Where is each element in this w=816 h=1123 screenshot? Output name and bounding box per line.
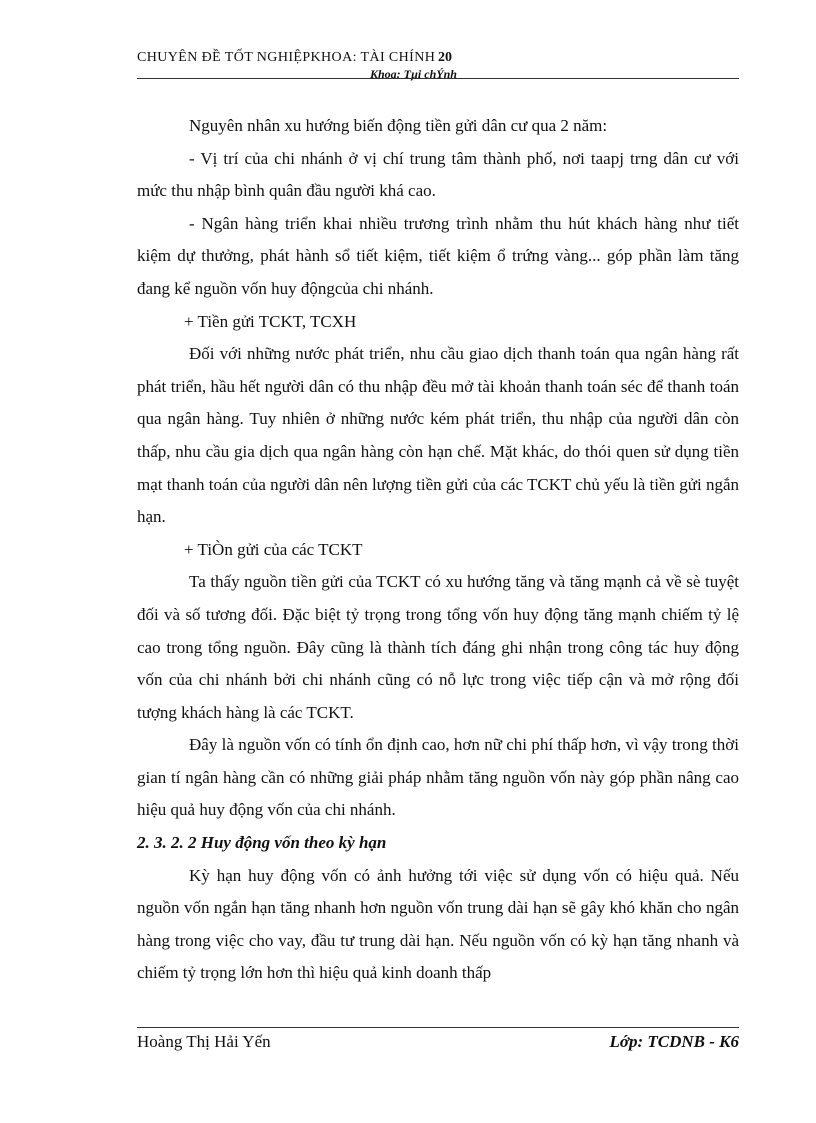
paragraph-term: Kỳ hạn huy động vốn có ảnh hưởng tới việc sử dụng vốn có hiệu quả. Nếu nguồn vốn ngắn hạn tăng nhanh hơn nguồn vốn trung dài hạn sẽ gây khó khăn cho ngân hàng trong việc cho vay, đầu tư trung dài hạn. Nếu nguồn vốn có kỳ hạn tăng nhanh và chiếm tỷ trọng lớn hơn thì hiệu quả kinh doanh thấp	[137, 865, 739, 983]
paragraph-tckt-growth: Ta thấy nguồn tiền gửi của TCKT có xu hướng tăng và tăng mạnh cả về sè tuyệt đối và số tương đối. Đặc biệt tỷ trọng trong tổng vốn huy động tăng mạnh chiếm tỷ lệ cao trong tổng nguồn. Đây cũng là thành tích đáng ghi nhận trong công tác huy động vốn của chi nhánh bởi chi nhánh cũng có nỗ lực trong việc tiếp cận và mở rộng đối tượng khách hàng là các TCKT.	[137, 572, 739, 722]
page-number: 20	[438, 50, 452, 65]
subheading-tckt-deposits: + TiÒn gửi của các TCKT	[184, 539, 363, 559]
paragraph-reasons-intro: Nguyên nhân xu hướng biến động tiền gửi dân cư qua 2 năm:	[189, 116, 608, 135]
paragraph-location: - Vị trí của chi nhánh ở vị chí trung tâm thành phố, nơi taapj trng dân cư với mức thu nhập bình quân đầu người khá cao.	[137, 148, 739, 201]
paragraph-stable-capital: Đây là nguồn vốn có tính ổn định cao, hơn nữ chi phí thấp hơn, vì vậy trong thời gian tí ngân hàng cần có những giải pháp nhằm tăng nguồn vốn này góp phần nâng cao hiệu quả huy động vốn của chi nhánh.	[137, 735, 739, 820]
header-title: CHUYÊN ĐỀ TỐT NGHIỆPKHOA: TÀI CHÍNH	[137, 50, 436, 65]
header-subtitle: Khoa: Tµi chÝnh	[370, 67, 457, 81]
subheading-tckt-tcxh: + Tiền gửi TCKT, TCXH	[184, 311, 357, 331]
header-divider	[137, 78, 739, 79]
paragraph-programs: - Ngân hàng triển khai nhiều trương trình nhằm thu hút khách hàng như tiết kiệm dự thưởng, phát hành sổ tiết kiệm, tiết kiệm ổ trứng vàng... góp phần làm tăng đang kể nguồn vốn huy độngcủa chi nhánh.	[137, 213, 739, 298]
document-body	[137, 110, 739, 990]
paragraph-developed-countries: Đối với những nước phát triển, nhu cầu giao dịch thanh toán qua ngân hàng rất phát triển, hầu hết người dân có thu nhập đều mở tài khoản thanh toán séc để thanh toán qua ngân hàng. Tuy nhiên ở những nước kém phát triển, thu nhập của người dân còn thấp, nhu cầu gia dịch qua ngân hàng còn hạn chế. Mặt khác, do thói quen sử dụng tiền mạt thanh toán của người dân nên lượng tiền gửi của các TCKT chủ yếu là tiền gửi ngắn hạn.	[137, 344, 739, 527]
section-heading-term: 2. 3. 2. 2 Huy động vốn theo kỳ hạn	[137, 833, 387, 853]
footer-class: Lớp: TCDNB - K6	[609, 1032, 739, 1051]
footer-author: Hoàng Thị Hải Yến	[137, 1032, 271, 1051]
footer-divider	[137, 1027, 739, 1028]
